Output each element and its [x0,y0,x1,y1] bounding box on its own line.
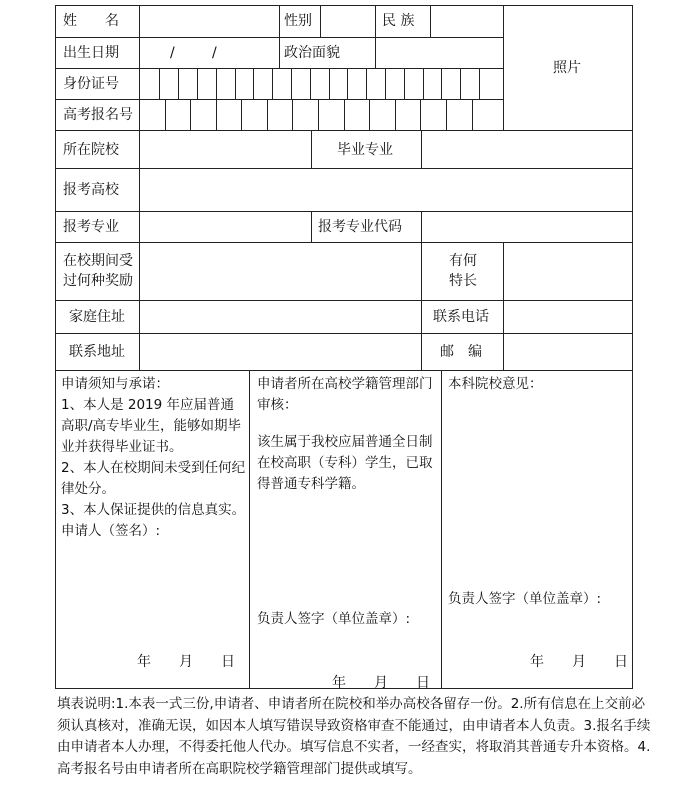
talent-label: 有何 [449,253,477,269]
talent-label: 特长 [449,273,477,289]
awards-label: 在校期间受 [63,253,133,269]
id-number-label: 身份证号 [63,76,119,92]
contact-address-label: 联系地址 [69,344,125,360]
applicant-date: 年 月 日 [137,654,235,670]
applicant-commitment-1: 1、本人是 2019 年应届普通高职/高专毕业生，能够如期毕业并获得毕业证书。 [61,397,242,455]
gender-label: 性别 [284,13,312,29]
registrar-date: 年 月 日 [332,675,430,691]
ethnicity-label: 民 族 [382,13,415,29]
postcode-label: 邮 编 [440,344,482,360]
applicant-title: 申请须知与承诺： [61,376,169,392]
awards-label: 过何种奖励 [63,273,133,289]
registrar-statement: 该生属于我校应届普通全日制在校高职（专科）学生，已取得普通专科学籍。 [257,434,433,492]
phone-label: 联系电话 [433,309,489,325]
form-instructions: 填表说明:1.本表一式三份,申请者、申请者所在院校和举办高校各留存一份。2.所有信息在上交前必须认真核对，准确无误，如因本人填写错误导致资格审查不能通过，由申请者本人负责。3.报名手续由申请者本人办理，不得委托他人代办。填写信息不实者，一经查实，将取消其普通专升本资格。4.高考报名号由申请者所在高职院校学籍管理部门提供或填写。 [57,696,651,777]
applicant-commitment-3: 3、本人保证提供的信息真实。 [61,502,246,518]
birth-date-separator: / [212,45,217,61]
home-address-label: 家庭住址 [69,309,125,325]
applicant-commitment-2: 2、本人在校期间未受到任何纪律处分。 [61,460,246,497]
applicant-signature: 申请人（签名）: [61,523,161,539]
school-label: 所在院校 [63,142,119,158]
major-label: 毕业专业 [337,142,393,158]
target-major-label: 报考专业 [63,219,119,235]
birth-date-separator: / [170,45,175,61]
applicant-section [61,374,247,542]
name-label: 姓 名 [63,13,119,29]
photo-label: 照片 [553,60,581,76]
registrar-section [257,374,437,495]
registrar-title: 申请者所在高校学籍管理部门审核： [257,376,433,413]
college-date: 年 月 日 [530,654,628,670]
birth-date-label: 出生日期 [63,45,119,61]
college-title: 本科院校意见： [448,376,543,392]
target-major-code-label: 报考专业代码 [318,219,402,235]
college-signature: 负责人签字（单位盖章）: [448,591,602,607]
registrar-signature: 负责人签字（单位盖章）: [257,611,411,627]
exam-number-label: 高考报名号 [63,107,133,123]
target-school-label: 报考高校 [63,182,119,198]
political-status-label: 政治面貌 [284,45,340,61]
